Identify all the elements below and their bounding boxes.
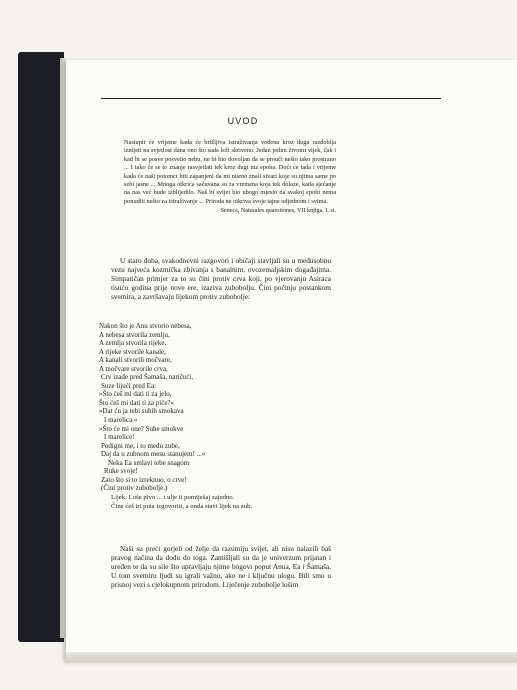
poem-line: »Dat ću ja tebi suhih smokava	[99, 407, 184, 416]
poem-line: Neka Ea smlavi tebe snagom	[108, 458, 190, 467]
poem-line: I marelica.«	[104, 416, 138, 425]
poem-remedy-note	[111, 494, 341, 512]
epigraph-attribution: Seneca, Naturales quaestiones, VII knjiga, I. st.	[220, 208, 336, 215]
poem-line: Daj da u zubnom mesu stanujem! ...«	[101, 450, 206, 459]
poem-line: Suze lijući pred Ea:	[101, 381, 157, 390]
epigraph	[124, 139, 336, 216]
poem-line: Zato što si to izreknuo, o crve!	[101, 475, 187, 484]
poem-line: A rijeke stvorile kanale,	[99, 347, 166, 356]
book-cover-edge	[18, 52, 64, 642]
poem-line: A kanali stvorili močvare,	[99, 356, 172, 365]
poem-line: »Što ćeš mi dati ti za jelo,	[99, 390, 172, 399]
page-stack-edge	[66, 652, 517, 662]
chapter-title: UVOD	[227, 116, 259, 126]
incantation-poem	[99, 322, 339, 493]
poem-line: A zemlja stvorila rijeke,	[99, 339, 167, 348]
poem-line: Što ćeš mi dati ti za piće?«	[99, 398, 175, 407]
header-rule	[101, 98, 441, 99]
paragraph-1-text: U staro doba, svakodnevni razgovori i običaji stavljali su u međusobnu vezu najveća kozmička zbivanja s banalnim, ovozemaljskim događajima. Simpatičan primjer za to su čini protiv crva koji, po vjerovanju Asiraca tisuću godina prije nove ere, izaziva zubobolju. Čini počinju postankom svemira, a završavaju lijekom protiv zubobolje:	[111, 256, 331, 302]
poem-line: Crv izađe pred Šamaša, naričući,	[101, 373, 194, 382]
poem-line: »Što će mi one? Suhe smokve	[99, 424, 184, 433]
poem-line: Ruke svoje!	[104, 467, 138, 476]
paragraph-2-text: Naši su preci gorjeli od želje da razumiju svijet, ali nisu nalazili baš pravog načina da dođu do toga. Zamišljali su da je univerzum prijatan i uređen te da su sile što upravljaju njime bogovi poput Anua, Ea i Šamaša. U tom svemiru ljudi su igrali važnu, ako ne i ključnu ulogu. Bili smo u prisnoj vezi s cjelokupnom prirodom. Liječenje zubobolje lošim	[111, 544, 331, 590]
poem-line: (Čini protiv zubobolje.)	[101, 484, 168, 493]
poem-line: A močvare stvorile crva,	[99, 364, 168, 373]
poem-note-line: Lijek: Loše pivo ... i ulje ti pomiješaj zajedno.	[111, 494, 235, 501]
poem-line: I marelice!	[104, 433, 135, 442]
poem-line: Nakon što je Anu stvorio nebesa,	[99, 322, 192, 330]
poem-line: Podigni me, i to među zube,	[101, 441, 180, 450]
paragraph-2	[111, 544, 331, 589]
poem-line: A nebesa stvorila zemlju,	[99, 330, 170, 339]
epigraph-text: Nastupit će vrijeme kada će brižljiva istraživanja vođena kroz duga razdoblja iznijeti na svjetlost dana ono što sada leži skriveno. Jedan jedini životni vijek, čak i kad bi se posve posvetio nebu, ne bi bio dovoljan da se prouči nešto tako prostrano ... I tako će se to znanje rasvjetlati tek kroz dugi niz epoha. Doći će tada i vrijeme kada će naši potomci biti zapanjeni da mi nismo znali stvari koje su njima same po sebi jasne ... Mnoga otkrića sačuvana su za vremena koja tek dolaze, kada sjećanje na nas već bude izblijedilo. Naš bi svijet bio ubogo mjesto da svakoj epohi nema ponuditi nešto za istraživanje ... Priroda ne otkriva svoje tajne odjednom i svima.	[124, 139, 336, 205]
paragraph-1	[111, 256, 331, 301]
poem-note-line: Čine ćeš tri puta izgovoriti, a onda stavi lijek na zub.	[111, 502, 253, 510]
